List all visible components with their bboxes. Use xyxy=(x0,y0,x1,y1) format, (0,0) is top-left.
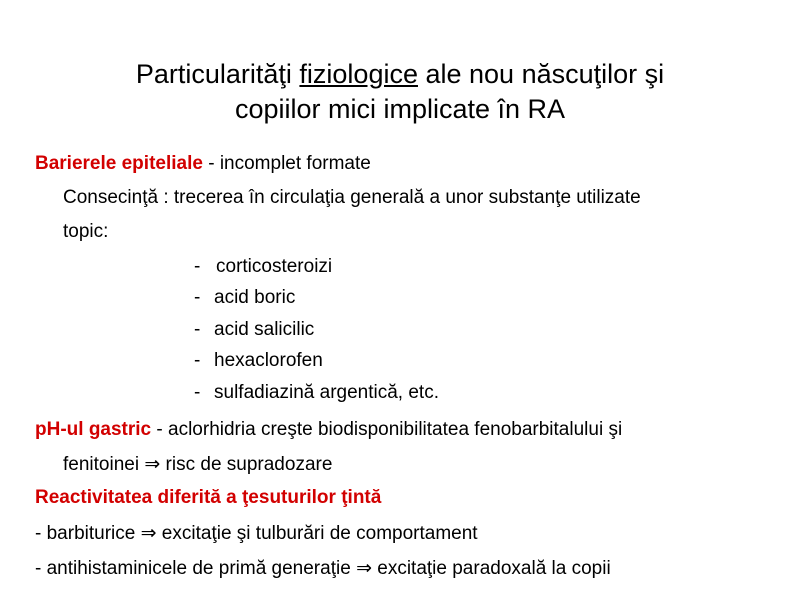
antihistamines-text-b: excitaţie paradoxală la copii xyxy=(371,558,611,579)
list-item xyxy=(0,349,800,373)
epithelial-barriers-heading: Barierele epiteliale xyxy=(35,153,203,174)
list-item xyxy=(0,318,800,342)
gastric-ph-text-2a: fenitoinei xyxy=(63,454,145,475)
consequence-line-1: Consecinţă : trecerea în circulaţia generală a unor substanţe utilizate xyxy=(63,187,641,208)
slide-title-line2: copiilor mici implicate în RA xyxy=(234,94,566,124)
epithelial-barriers-suffix: - incomplet formate xyxy=(202,153,371,174)
list-dash: - xyxy=(194,350,201,371)
implies-arrow-icon: ⇒ xyxy=(356,557,372,579)
list-item-text: acid salicilic xyxy=(214,319,315,340)
implies-arrow-icon: ⇒ xyxy=(140,522,157,544)
tissue-reactivity-heading xyxy=(35,486,381,510)
list-item xyxy=(0,286,800,310)
tissue-reactivity-heading-text: Reactivitatea diferită a ţesuturilor ţintă xyxy=(35,487,382,508)
list-item-text: sulfadiazină argentică, etc. xyxy=(214,382,439,403)
list-item xyxy=(0,381,800,405)
epithelial-barriers-line xyxy=(35,152,371,176)
slide-title-line1 xyxy=(0,57,800,92)
list-item-text: hexaclorofen xyxy=(214,350,323,371)
antihistamines-line xyxy=(35,556,611,581)
slide-title xyxy=(0,57,800,127)
title-part2: ale nou născuţilor şi xyxy=(417,59,665,89)
gastric-ph-line xyxy=(35,418,622,442)
list-item-text: corticosteroizi xyxy=(216,256,333,277)
list-dash: - xyxy=(194,256,201,277)
implies-arrow-icon: ⇒ xyxy=(144,453,161,475)
list-dash: - xyxy=(194,382,201,403)
title-underlined-word: fiziologice xyxy=(299,59,418,89)
gastric-ph-heading: pH-ul gastric xyxy=(35,419,152,440)
gastric-ph-line-2 xyxy=(63,452,332,477)
antihistamines-text-a: - antihistaminicele de primă generaţie xyxy=(35,558,357,579)
consequence-line-2: topic: xyxy=(63,221,109,242)
gastric-ph-text-2b: risc de supradozare xyxy=(160,454,333,475)
list-item xyxy=(0,255,800,279)
list-item-text: acid boric xyxy=(214,287,296,308)
list-dash: - xyxy=(194,319,201,340)
gastric-ph-text: - aclorhidria creşte biodisponibilitatea fenobarbitalului şi xyxy=(151,419,623,440)
barbiturates-text-a: - barbiturice xyxy=(35,523,141,544)
barbiturates-line xyxy=(35,521,478,546)
list-dash: - xyxy=(194,287,201,308)
title-part1: Particularităţi xyxy=(135,59,300,89)
barbiturates-text-b: excitaţie şi tulburări de comportament xyxy=(156,523,478,544)
